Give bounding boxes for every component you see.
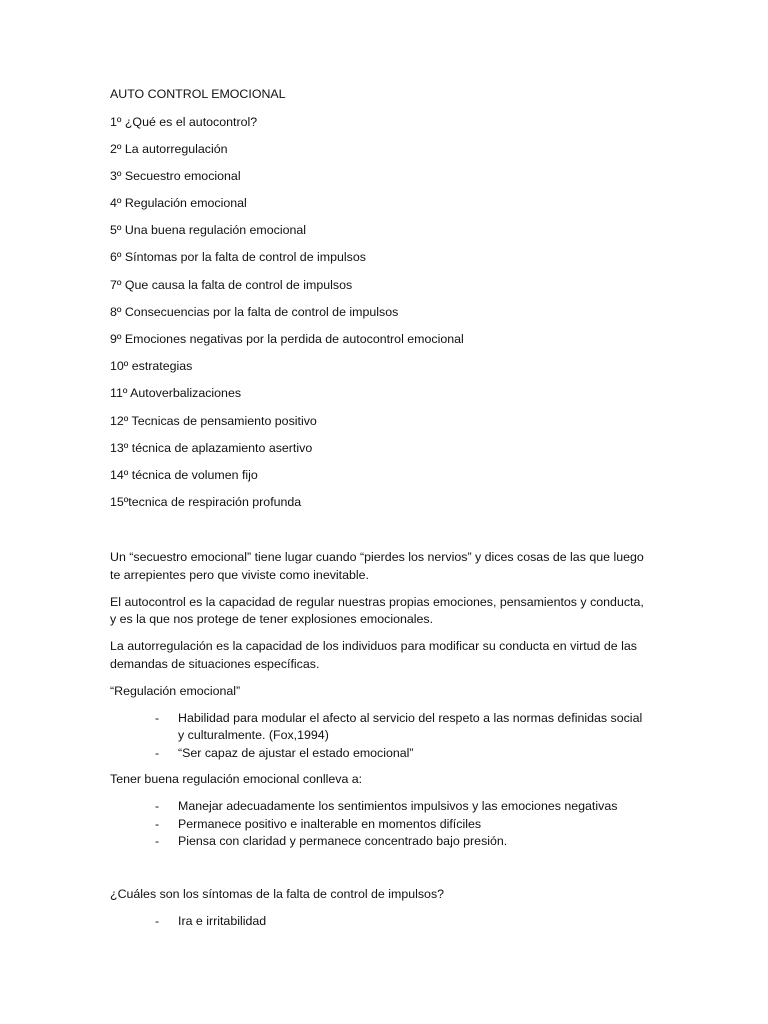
toc-item: 1º ¿Qué es el autocontrol? <box>110 114 258 129</box>
toc-item: 6º Síntomas por la falta de control de impulsos <box>110 250 366 265</box>
toc-item: 9º Emociones negativas por la perdida de autocontrol emocional <box>110 332 464 346</box>
bullet-list-buena-regulacion <box>110 798 650 851</box>
table-of-contents <box>110 114 650 512</box>
document-page <box>110 86 650 939</box>
toc-item: 7º Que causa la falta de control de impulsos <box>110 277 353 292</box>
list-item <box>110 833 650 851</box>
document-title: AUTO CONTROL EMOCIONAL <box>110 87 286 101</box>
list-item <box>110 710 650 745</box>
toc-item: 2º La autorregulación <box>110 141 228 156</box>
toc-item: 13º técnica de aplazamiento asertivo <box>110 440 313 455</box>
list-item-text: Manejar adecuadamente los sentimientos impulsivos y las emociones negativas <box>178 799 618 814</box>
bullet-list-sintomas <box>110 913 650 931</box>
list-item-text: Permanece positivo e inalterable en momentos difíciles <box>178 816 482 831</box>
paragraph-autocontrol: El autocontrol es la capacidad de regular nuestras propias emociones, pensamientos y conducta, y es la que nos protege de tener explosiones emocionales. <box>110 594 644 627</box>
toc-item: 5º Una buena regulación emocional <box>110 223 307 238</box>
toc-item: 8º Consecuencias por la falta de control de impulsos <box>110 304 399 319</box>
toc-item: 12º Tecnicas de pensamiento positivo <box>110 413 317 428</box>
toc-item: 3º Secuestro emocional <box>110 168 241 183</box>
bullet-list-regulacion <box>110 710 650 763</box>
toc-item: 15ºtecnica de respiración profunda <box>110 495 302 510</box>
toc-item: 4º Regulación emocional <box>110 196 247 211</box>
paragraph-autorregulacion: La autorregulación es la capacidad de los individuos para modificar su conducta en virtud de las demandas de situaciones específicas. <box>110 639 637 671</box>
toc-item: 10º estrategias <box>110 359 193 374</box>
bullet-marker: - <box>155 816 160 831</box>
spacer <box>110 521 650 549</box>
spacer <box>110 860 650 886</box>
list-item-text: “Ser capaz de ajustar el estado emocional” <box>178 745 414 760</box>
bullet-marker: - <box>155 745 160 760</box>
list-item <box>110 798 650 816</box>
list-item <box>110 745 650 763</box>
list-item <box>110 913 650 931</box>
heading-buena-regulacion: Tener buena regulación emocional conlleva a: <box>110 772 363 787</box>
bullet-marker: - <box>155 834 160 849</box>
paragraph-secuestro: Un “secuestro emocional” tiene lugar cuando “pierdes los nervios” y dices cosas de las que luego te arrepientes pero que viviste como inevitable. <box>110 550 644 582</box>
bullet-marker: - <box>155 710 160 725</box>
toc-item: 14º técnica de volumen fijo <box>110 467 258 482</box>
question-sintomas: ¿Cuáles son los síntomas de la falta de control de impulsos? <box>110 886 445 901</box>
list-item-text: Habilidad para modular el afecto al servicio del respeto a las normas definidas social y culturalmente. (Fox,1994) <box>178 710 643 743</box>
toc-item: 11º Autoverbalizaciones <box>110 386 242 401</box>
list-item <box>110 816 650 834</box>
list-item-text: Ira e irritabilidad <box>178 913 267 928</box>
bullet-marker: - <box>155 913 160 928</box>
heading-regulacion: “Regulación emocional” <box>110 683 241 698</box>
bullet-marker: - <box>155 799 160 814</box>
list-item-text: Piensa con claridad y permanece concentrado bajo presión. <box>178 834 508 849</box>
